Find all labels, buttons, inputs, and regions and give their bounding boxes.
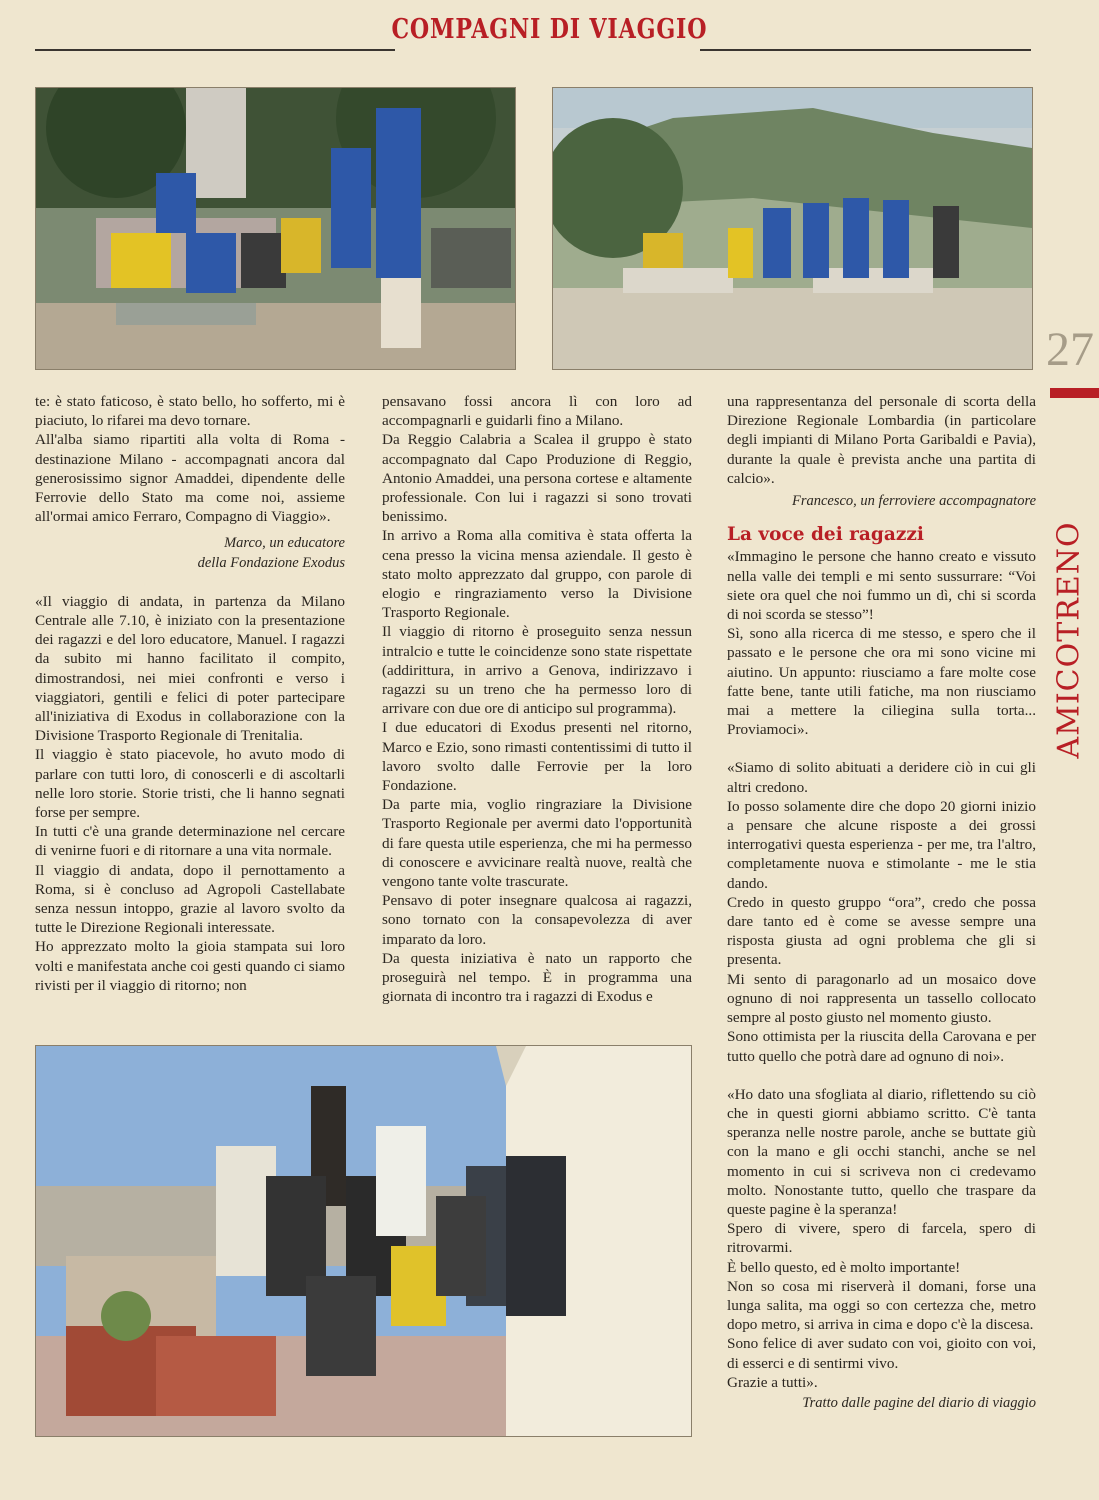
col3-paragraph: Sono felice di aver sudato con voi, gioito con voi, di esserci e di sentirmi vivo. [727,1335,1036,1372]
col3-paragraph: È bello questo, ed è molto importante! [727,1258,961,1276]
col3-source-note: Tratto dalle pagine del diario di viaggio [802,1394,1036,1411]
col3-paragraph: Sì, sono alla ricerca di me stesso, e spero che il passato e le persone che ora mi sono vicine mi aiutino. Un appunto: riusciamo a fare molte cose fatte bene, tante utili fatiche, ma non riusciamo mai a mettere la ciliegina sulla torta... Proviamoci». [727,625,1036,739]
col3-paragraph: Credo in questo gruppo “ora”, credo che possa dare tanto ed è come se avesse sempre una risposta giusta ad ogni problema che gli si presenta. [727,893,1036,969]
brand-red-bar [1050,388,1099,398]
photo-top-left [35,87,516,370]
group-photo-statue-image [36,1046,691,1436]
col3-paragraph: Spero di vivere, spero di farcela, spero di ritrovarmi. [727,1220,1036,1257]
col1-signature: della Fondazione Exodus [197,554,345,571]
col2-paragraph: pensavano fossi ancora lì con loro ad accompagnarli e guidarli fino a Milano. [382,393,692,430]
section-title: COMPAGNI DI VIAGGIO [391,14,708,45]
col3-paragraph: «Siamo di solito abituati a deridere ciò in cui gli altri credono. [727,759,1036,796]
column-1 [35,392,345,995]
col2-paragraph: In arrivo a Roma alla comitiva è stata offerta la cena presso la vicina mensa aziendale. Il gesto è stato molto apprezzato dal gruppo, con parole di elogio e ringraziamento verso la Divisione Trasporto Regionale. [382,527,692,622]
col1-paragraph: «Il viaggio di andata, in partenza da Milano Centrale alle 7.10, è iniziato con la presentazione dei ragazzi e del loro educatore, Manuel. I ragazzi da subito mi hanno facilitato il compito, dimostrandosi, nei miei confronti e verso i viaggiatori, gentili e felici di poter partecipare all'iniziativa di Exodus in collaborazione con la Divisione Trasporto Regionale di Trenitalia. [35,592,345,745]
col1-signature: Marco, un educatore [224,535,345,552]
brand-name: AMICOTRENO [1051,521,1087,759]
subheading: La voce dei ragazzi [727,524,924,546]
col2-paragraph: Da Reggio Calabria a Scalea il gruppo è stato accompagnato dal Capo Produzione di Reggio, Antonio Amaddei, una persona cortese e altamente professionale. Con lui i ragazzi si sono trovati benissimo. [382,431,692,526]
col3-paragraph: una rappresentanza del personale di scorta della Direzione Regionale Lombardia (in particolare degli impianti di Milano Porta Garibaldi e Pavia), durante la quale è prevista anche una partita di calcio». [727,393,1036,487]
col3-paragraph: Grazie a tutti». [727,1373,818,1391]
col1-paragraph: All'alba siamo ripartiti alla volta di Roma - destinazione Milano - accompagnati ancora dal generosissimo signor Amaddei, dipendente delle Ferrovie dello Stato ma come noi, assieme all'ormai amico Ferraro, Compagno di Viaggio». [35,431,345,526]
group-photo-panorama-image [553,88,1032,369]
col2-paragraph: I due educatori di Exodus presenti nel ritorno, Marco e Ezio, sono rimasti contentissimi di tutto il lavoro svolto dalle Ferrovie per la loro Fondazione. [382,719,692,795]
col1-paragraph: Ho apprezzato molto la gioia stampata sui loro volti e manifestata anche coi gesti quando ci siamo rivisti per il viaggio di ritorno; non [35,938,345,994]
page-number: 27 [1046,323,1094,376]
brand-vertical [1046,521,1092,759]
group-photo-bench-image [36,88,515,369]
col3-paragraph: «Immagino le persone che hanno creato e vissuto nella valle dei templi e mi sento sussurrare: “Voi siete ora quel che noi fummo un dì, chi si scorda di noi scorda se stesso”! [727,548,1036,624]
col2-paragraph: Da questa iniziativa è nato un rapporto che proseguirà nel tempo. È in programma una giornata di incontro tra i ragazzi di Exodus e [382,949,692,1006]
col3-paragraph: Non so cosa mi riserverà il domani, forse una lunga salita, ma oggi so con certezza che, metro dopo metro, si arriva in cima e dopo c'è la discesa. [727,1277,1036,1334]
col3-paragraph: Sono ottimista per la riuscita della Carovana e per tutto quello che potrà dare ad ognuno di noi». [727,1028,1036,1065]
col1-paragraph: te: è stato faticoso, è stato bello, ho sofferto, mi è piaciuto, lo rifarei ma devo tornare. [35,393,345,430]
col1-paragraph: Il viaggio è stato piacevole, ho avuto modo di parlare con tutti loro, di conoscerli e di ascoltarli nelle loro storie. Storie tristi, che li hanno segnati forse per sempre. [35,746,345,822]
column-3 [727,392,1036,1413]
col3-signature: Francesco, un ferroviere accompagnatore [791,493,1036,510]
col2-paragraph: Da parte mia, voglio ringraziare la Divisione Trasporto Regionale per avermi dato l'opportunità di fare questa utile esperienza, che mi ha permesso di conoscere e avvicinare realtà nuove, realtà che vengono tante volte trascurate. [382,796,692,891]
col1-paragraph: Il viaggio di andata, dopo il pernottamento a Roma, si è concluso ad Agropoli Castellabate senza nessun intoppo, grazie al lavoro svolto da tutte le Direzione Regionali interessate. [35,861,345,937]
col2-paragraph: Pensavo di poter insegnare qualcosa ai ragazzi, sono tornato con la consapevolezza di aver imparato da loro. [382,892,692,948]
col1-paragraph: In tutti c'è una grande determinazione nel cercare di venirne fuori e di ritornare a una vita normale. [35,823,345,860]
col3-paragraph: Mi sento di paragonarlo ad un mosaico dove ognuno di noi rappresenta un tassello collocato sempre al posto giusto nel momento giusto. [727,970,1036,1027]
photo-top-right [552,87,1033,370]
col2-paragraph: Il viaggio di ritorno è proseguito senza nessun intralcio e tutte le coincidenze sono state rispettate (addirittura, in arrivo a Genova, indirizzavo i ragazzi su un treno che ha permesso loro di arrivare con due ore di anticipo sul programma). [382,623,692,718]
col3-paragraph: Io posso solamente dire che dopo 20 giorni inizio a pensare che alcune risposte a dei grossi interrogativi questa esperienza - per me, tra l'altro, completamente nuova e stimolante - me le stia dando. [727,797,1036,892]
column-2 [382,392,692,1007]
col3-paragraph: «Ho dato una sfogliata al diario, riflettendo su ciò che in questi giorni abbiamo scritto. C'è tanta speranza nelle nostre parole, anche se buttate giù con la mano e gli occhi stanchi, anche se nel momento in cui si scriveva non ci credevamo molto. Nonostante tutto, quello che traspare da queste pagine è la speranza! [727,1085,1036,1218]
photo-bottom [35,1045,692,1437]
